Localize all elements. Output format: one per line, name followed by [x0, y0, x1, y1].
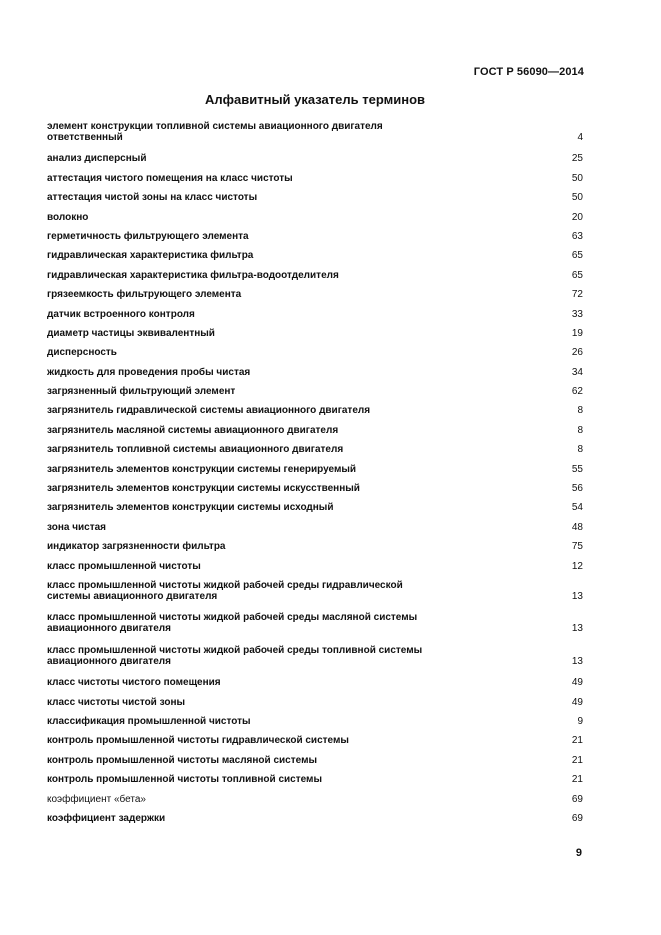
- index-page-ref: 26: [571, 347, 583, 359]
- index-page-ref: 33: [571, 308, 583, 320]
- index-page-ref: 34: [571, 366, 583, 378]
- index-term: контроль промышленной чистоты масляной системы: [47, 754, 317, 766]
- index-page-ref: 65: [571, 250, 583, 262]
- index-term: аттестация чистой зоны на класс чистоты: [47, 192, 258, 204]
- index-page-ref: 8: [577, 424, 583, 436]
- index-term: контроль промышленной чистоты гидравлической системы: [47, 735, 349, 747]
- index-term: диаметр частицы эквивалентный: [47, 327, 215, 339]
- page-number: 9: [575, 847, 582, 859]
- index-page-ref: 75: [571, 541, 583, 553]
- index-page-ref: 55: [571, 463, 583, 475]
- index-page-ref: 65: [571, 269, 583, 281]
- index-entry: [47, 774, 583, 785]
- index-page-ref: 19: [571, 327, 583, 339]
- index-term: зона чистая: [47, 521, 107, 533]
- index-entry: [47, 231, 583, 242]
- index-term: герметичность фильтрующего элемента: [47, 230, 249, 242]
- document-code: ГОСТ Р 56090—2014: [473, 66, 584, 78]
- index-page-ref: 13: [571, 623, 583, 635]
- index-page-ref: 63: [571, 230, 583, 242]
- index-term: загрязнитель топливной системы авиационного двигателя: [47, 444, 344, 456]
- index-entry: [47, 289, 583, 300]
- index-entry: [47, 121, 583, 143]
- index-entry: [47, 270, 583, 281]
- index-entry: [47, 309, 583, 320]
- index-entry: [47, 580, 583, 602]
- index-term: классификация промышленной чистоты: [47, 715, 251, 727]
- index-page-ref: 13: [571, 590, 583, 602]
- index-page-ref: 12: [571, 560, 583, 572]
- index-entry: [47, 173, 583, 184]
- index-entry: [47, 386, 583, 397]
- index-entry: [47, 677, 583, 688]
- index-entry: [47, 813, 583, 824]
- index-page-ref: 21: [571, 735, 583, 747]
- index-entry: [47, 347, 583, 358]
- index-entry: [47, 716, 583, 727]
- index-page-ref: 50: [571, 192, 583, 204]
- index-term: класс промышленной чистоты жидкой рабочей среды топливной системы авиационного двигателя: [47, 644, 423, 667]
- index-entry: [47, 612, 583, 634]
- index-term: загрязненный фильтрующий элемент: [47, 386, 236, 398]
- index-page-ref: 21: [571, 774, 583, 786]
- index-term: класс чистоты чистого помещения: [47, 677, 221, 689]
- index-term: индикатор загрязненности фильтра: [47, 541, 226, 553]
- index-page-ref: 54: [571, 502, 583, 514]
- index-page-ref: 25: [571, 153, 583, 165]
- index-term: грязеемкость фильтрующего элемента: [47, 289, 242, 301]
- index-page-ref: 8: [577, 444, 583, 456]
- index-entry: [47, 367, 583, 378]
- index-term: контроль промышленной чистоты топливной системы: [47, 774, 322, 786]
- index-entry: [47, 522, 583, 533]
- index-entry: [47, 502, 583, 513]
- index-page-ref: 4: [577, 132, 583, 143]
- index-entry: [47, 250, 583, 261]
- index-term: класс промышленной чистоты жидкой рабочей среды гидравлической системы авиационного двигателя: [47, 579, 403, 602]
- index-term: дисперсность: [47, 347, 117, 359]
- index-entry: [47, 425, 583, 436]
- index-term: гидравлическая характеристика фильтра: [47, 250, 254, 262]
- index-entry: [47, 645, 583, 667]
- index-page-ref: 8: [577, 405, 583, 417]
- index-entry: [47, 444, 583, 455]
- index-term: жидкость для проведения пробы чистая: [47, 366, 251, 378]
- index-page-ref: 50: [571, 172, 583, 184]
- index-page-ref: 56: [571, 483, 583, 495]
- index-entry: [47, 405, 583, 416]
- index-page-ref: 49: [571, 677, 583, 689]
- index-page-ref: 69: [571, 812, 583, 824]
- index-entry: [47, 192, 583, 203]
- index-page-ref: 49: [571, 696, 583, 708]
- index-page-ref: 13: [571, 655, 583, 667]
- index-term: элемент конструкции топливной системы авиационного двигателя ответственный: [47, 121, 383, 143]
- index-term: гидравлическая характеристика фильтра-водоотделителя: [47, 269, 339, 281]
- index-term: аттестация чистого помещения на класс чистоты: [47, 172, 293, 184]
- index-entry: [47, 464, 583, 475]
- index-page-ref: 9: [577, 715, 583, 727]
- index-entry: [47, 794, 583, 805]
- index-entry: [47, 328, 583, 339]
- index-entry: [47, 483, 583, 494]
- index-entry: [47, 541, 583, 552]
- index-page-ref: 48: [571, 521, 583, 533]
- term-index-list: [47, 121, 583, 832]
- index-page-ref: 20: [571, 211, 583, 223]
- index-term: загрязнитель масляной системы авиационного двигателя: [47, 424, 339, 436]
- index-entry: [47, 212, 583, 223]
- index-page-ref: 62: [571, 386, 583, 398]
- index-term: загрязнитель элементов конструкции системы искусственный: [47, 483, 360, 495]
- index-term: анализ дисперсный: [47, 153, 147, 165]
- page-title: Алфавитный указатель терминов: [204, 92, 426, 107]
- index-term: датчик встроенного контроля: [47, 308, 195, 320]
- index-term: загрязнитель элементов конструкции системы генерируемый: [47, 463, 357, 475]
- index-entry: [47, 697, 583, 708]
- index-entry: [47, 755, 583, 766]
- index-page-ref: 69: [571, 793, 583, 805]
- index-term: загрязнитель гидравлической системы авиационного двигателя: [47, 405, 371, 417]
- index-page-ref: 72: [571, 289, 583, 301]
- index-term: класс промышленной чистоты жидкой рабочей среды масляной системы авиационного двигателя: [47, 612, 418, 635]
- index-entry: [47, 561, 583, 572]
- index-term: загрязнитель элементов конструкции системы исходный: [47, 502, 334, 514]
- index-entry: [47, 735, 583, 746]
- index-term: волокно: [47, 211, 89, 223]
- index-term: класс чистоты чистой зоны: [47, 696, 186, 708]
- index-term: класс промышленной чистоты: [47, 560, 201, 572]
- index-entry: [47, 153, 583, 164]
- index-page-ref: 21: [571, 754, 583, 766]
- index-term: коэффициент «бета»: [47, 793, 146, 805]
- index-term: коэффициент задержки: [47, 812, 166, 824]
